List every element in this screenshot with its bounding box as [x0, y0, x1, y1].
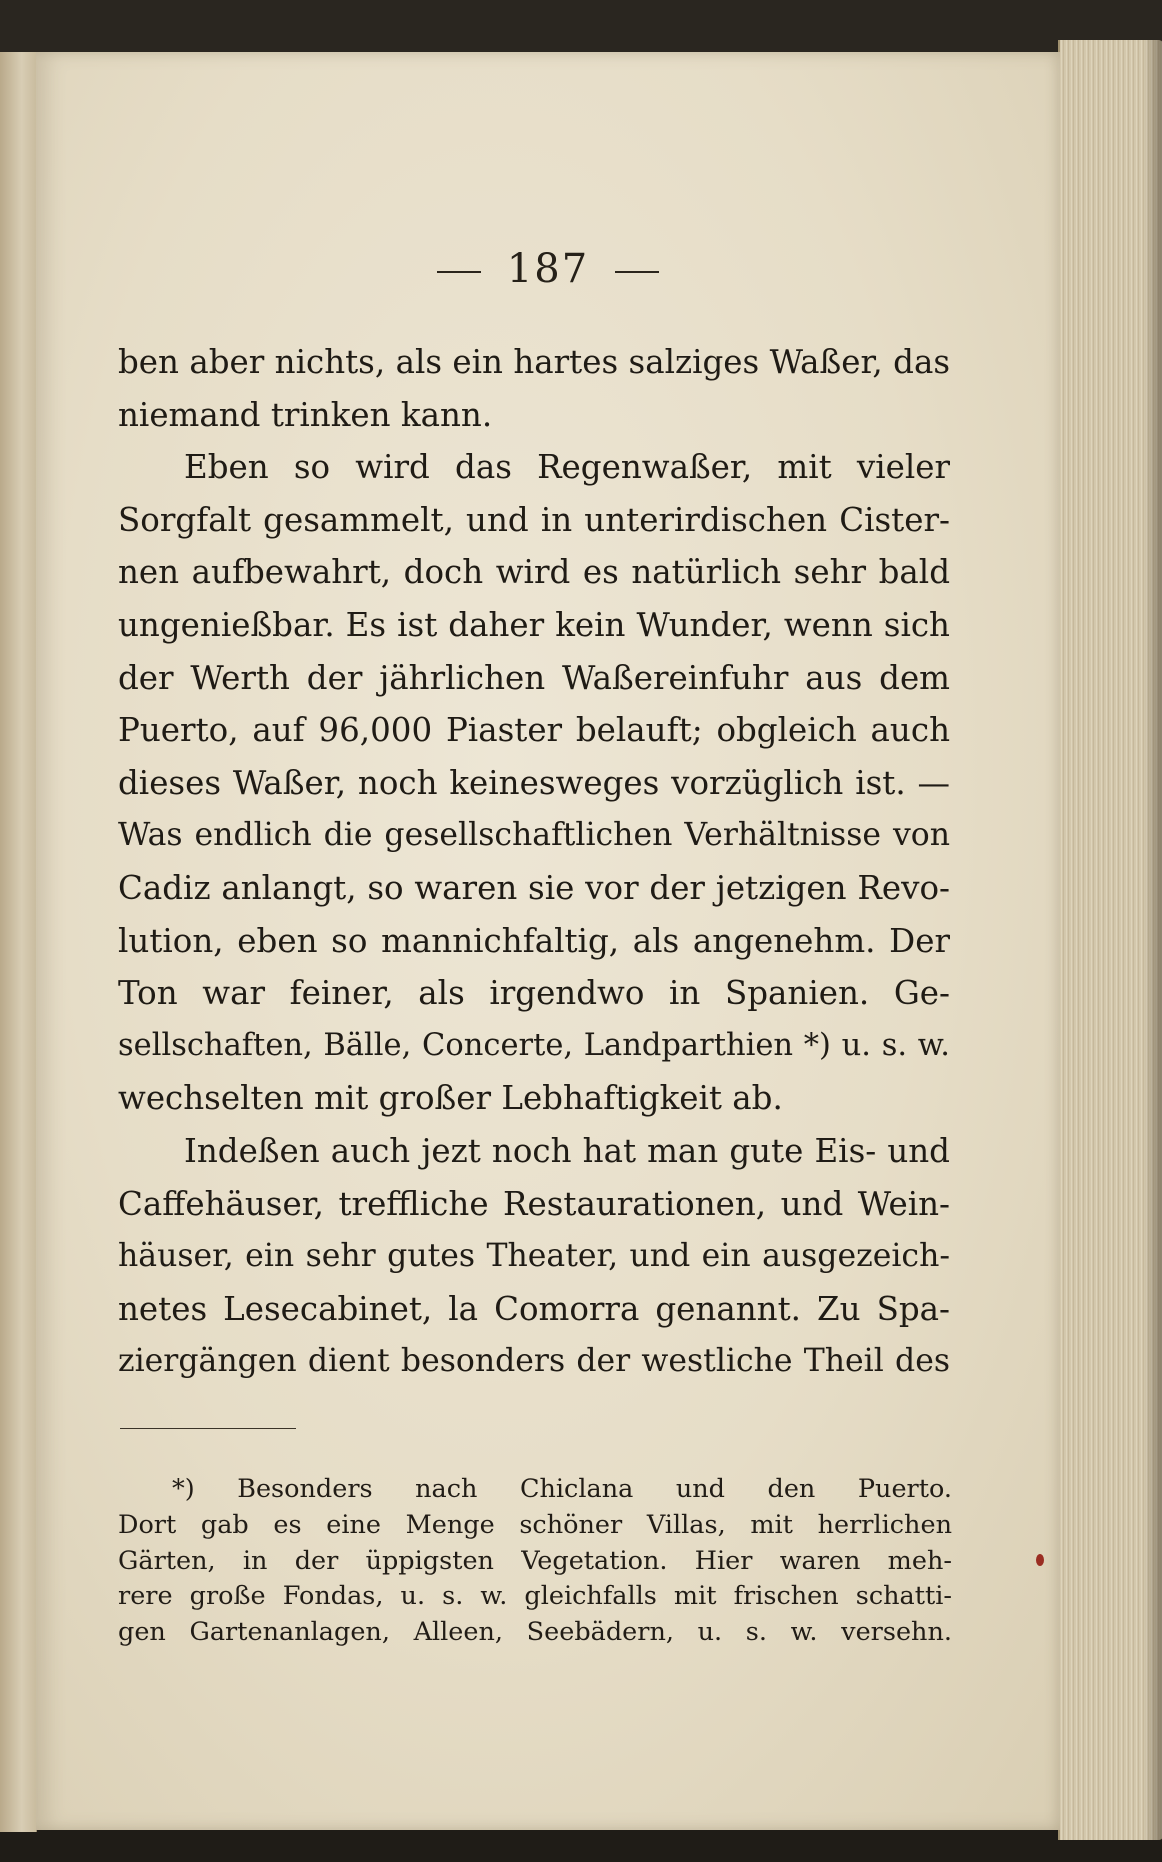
ink-mark — [1036, 1554, 1044, 1566]
footnote-separator — [120, 1428, 296, 1429]
book-page-edges — [1058, 40, 1162, 1840]
header-dash-right — [615, 271, 659, 273]
text-line: wechselten mit großer Lebhaftigkeit ab. — [118, 1079, 783, 1118]
page-header — [36, 246, 1060, 292]
text-line: lution, eben so mannichfaltig, als angenehm. Der — [118, 921, 950, 960]
text-line: netes Lesecabinet, la Comorra genannt. Zu Spa- — [118, 1289, 950, 1328]
footnote-line: *) Besonders nach Chiclana und den Puerto. — [172, 1474, 952, 1504]
text-line: häuser, ein sehr gutes Theater, und ein ausgezeich- — [118, 1238, 950, 1275]
footnote-line: gen Gartenanlagen, Alleen, Seebädern, u. s. w. versehn. — [118, 1617, 952, 1648]
book-page — [36, 52, 1060, 1830]
main-text — [118, 336, 950, 1388]
text-line: nen aufbewahrt, doch wird es natürlich sehr bald — [118, 553, 950, 592]
text-line: Puerto, auf 96,000 Piaster belauft; obgleich auch — [118, 711, 950, 750]
footnote-line: rere große Fondas, u. s. w. gleichfalls mit frischen schatti- — [118, 1581, 952, 1612]
text-line: dieses Waßer, noch keinesweges vorzüglich ist. — — [118, 763, 950, 802]
footnote-line: Dort gab es eine Menge schöner Villas, mit herrlichen — [118, 1509, 952, 1540]
text-line: Was endlich die gesellschaftlichen Verhältnisse von — [118, 817, 950, 854]
footnote-line: Gärten, in der üppigsten Vegetation. Hier waren meh- — [118, 1545, 952, 1576]
text-line: Cadiz anlangt, so waren sie vor der jetzigen Revo- — [118, 868, 950, 907]
text-line: ben aber nichts, als ein hartes salziges Waßer, das — [118, 343, 950, 381]
page-number: 187 — [506, 246, 590, 292]
text-line: Caffehäuser, treffliche Restaurationen, und Wein- — [118, 1184, 950, 1223]
text-line: ziergängen dient besonders der westliche Theil des — [118, 1343, 950, 1380]
text-line: der Werth der jährlichen Waßereinfuhr aus dem — [118, 658, 950, 697]
text-line: Indeßen auch jezt noch hat man gute Eis- und — [184, 1131, 950, 1170]
text-line: Eben so wird das Regenwaßer, mit vieler — [184, 448, 950, 487]
text-line: sellschaften, Bälle, Concerte, Landparthien *) u. s. w. — [118, 1027, 950, 1063]
header-dash-left — [437, 271, 481, 273]
text-line: Sorgfalt gesammelt, und in unterirdischen Cister- — [118, 500, 950, 539]
text-line: niemand trinken kann. — [118, 395, 493, 434]
text-line: Ton war feiner, als irgendwo in Spanien. Ge- — [118, 974, 950, 1013]
footnote — [118, 1472, 952, 1651]
text-line: ungenießbar. Es ist daher kein Wunder, wenn sich — [118, 605, 950, 644]
left-page-edge — [0, 52, 37, 1832]
